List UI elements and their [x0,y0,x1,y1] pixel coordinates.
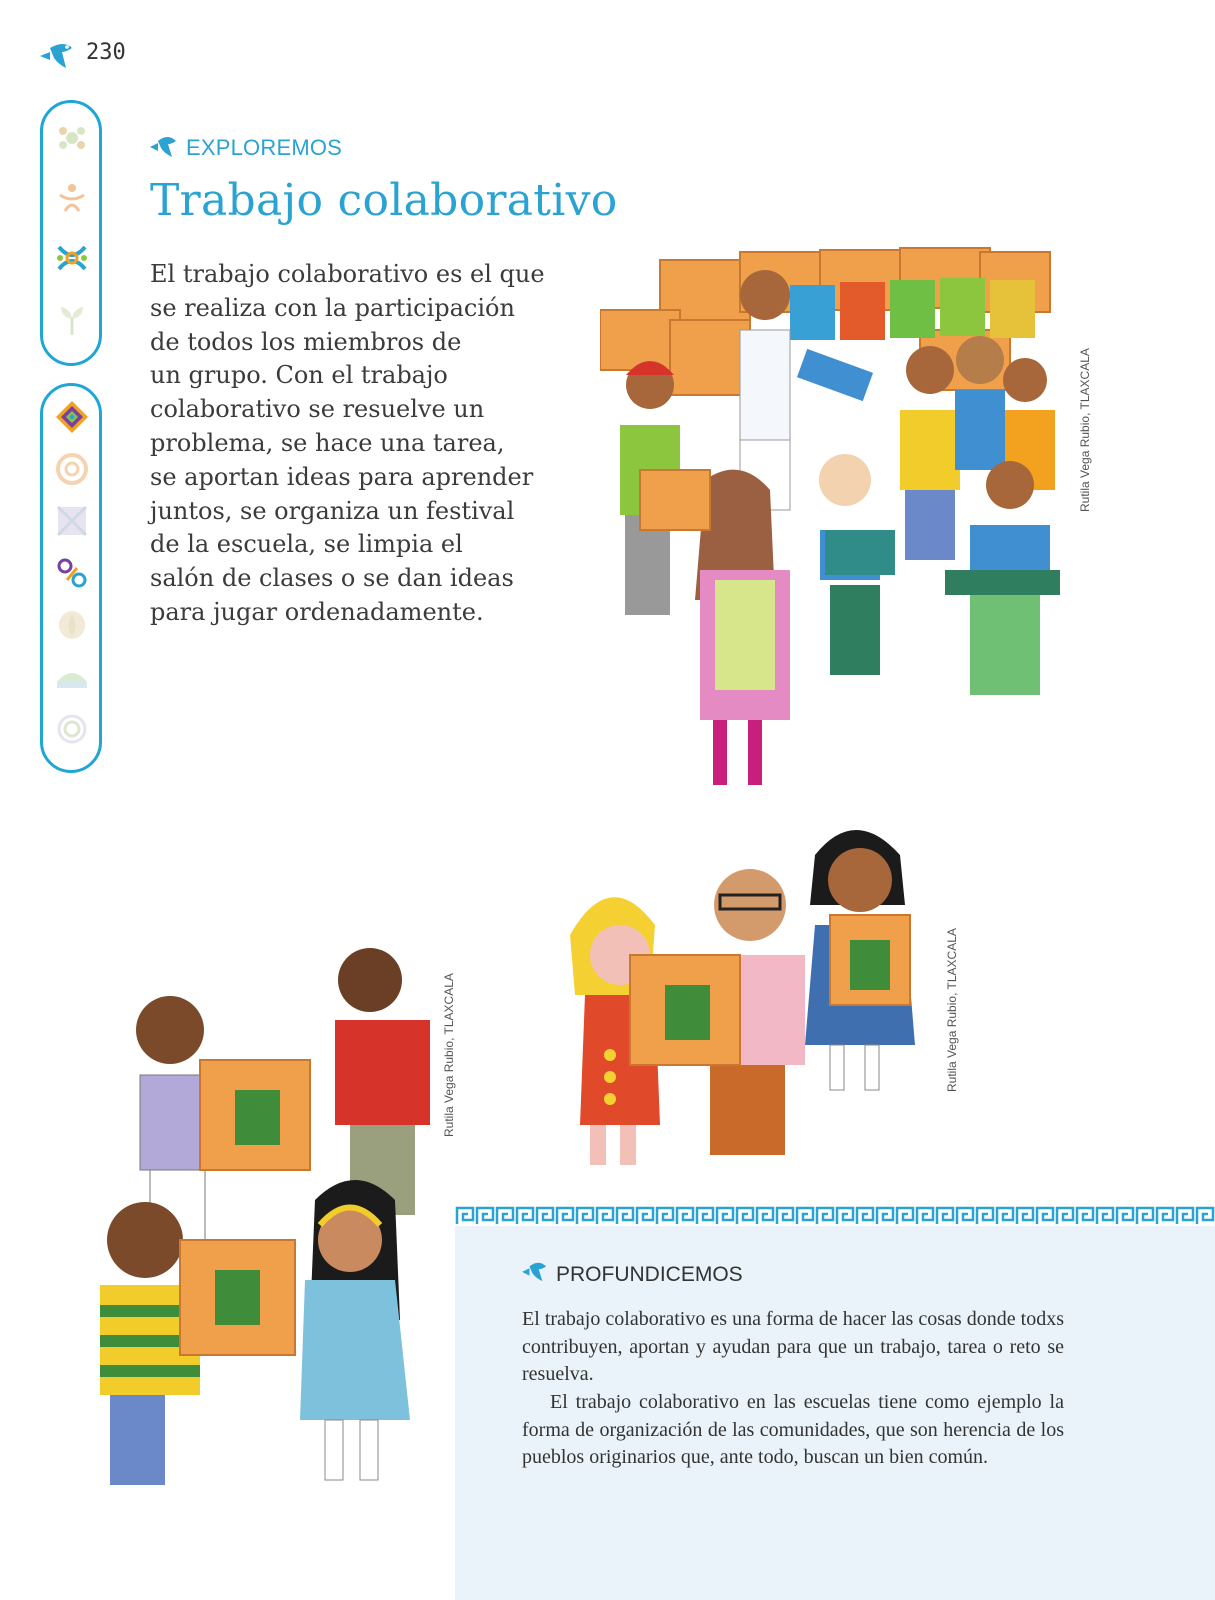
sprout-icon[interactable] [55,303,89,337]
side-nav-bottom [40,383,102,773]
square-x-icon[interactable] [55,504,89,538]
section-label: EXPLOREMOS [186,135,343,160]
illustration-children-carrying-boxes [65,940,435,1520]
profundicemos-paragraph-2: El trabajo colaborativo en las escuelas tiene como ejemplo la forma de organización de las comunidades, que son herencia de los pueblos originarios que, ante todo, buscan un bien común. [522,1391,1064,1468]
page-title: Trabajo colaborativo [150,175,618,226]
bird-section-icon-2 [520,1259,550,1283]
compass-star-icon[interactable] [55,400,89,434]
ring-icon[interactable] [55,712,89,746]
people-link-icon[interactable] [55,241,89,275]
profundicemos-label: PROFUNDICEMOS [556,1263,743,1286]
leaf-circle-icon[interactable] [55,121,89,155]
illustration-credit-3: Rutila Vega Rubio, TLAXCALA [945,928,959,1092]
illustration-credit: Rutila Vega Rubio, TLAXCALA [1078,348,1092,512]
hill-icon[interactable] [55,660,89,694]
profundicemos-paragraph-1: El trabajo colaborativo es una forma de hacer las cosas donde todxs contribuyen, aportan y ayudan para que un trabajo, tarea o reto se resuelva. [522,1308,1064,1385]
illustration-group-holding-boxes [560,815,940,1185]
greek-fret-border [455,1206,1215,1226]
bird-section-icon [148,133,180,159]
side-nav-top [40,100,102,366]
page-number: 230 [86,40,126,65]
bird-logo-icon [36,38,78,72]
spiral-icon[interactable] [55,452,89,486]
lotus-icon[interactable] [55,608,89,642]
illustration-credit-2: Rutila Vega Rubio, TLAXCALA [442,973,456,1137]
illustration-children-with-books [600,240,1090,800]
intro-paragraph: El trabajo colaborativo es el que se realiza con la participación de todos los miembros de un grupo. Con el trabajo colaborativo se resuelve un problema, se hace una tarea, se aportan ideas para aprender juntos, se organiza un festival de la escuela, se limpia el salón de clases o se dan ideas para jugar ordenadamente. [150,260,545,626]
figure-icon[interactable] [55,181,89,215]
link-circles-icon[interactable] [55,556,89,590]
